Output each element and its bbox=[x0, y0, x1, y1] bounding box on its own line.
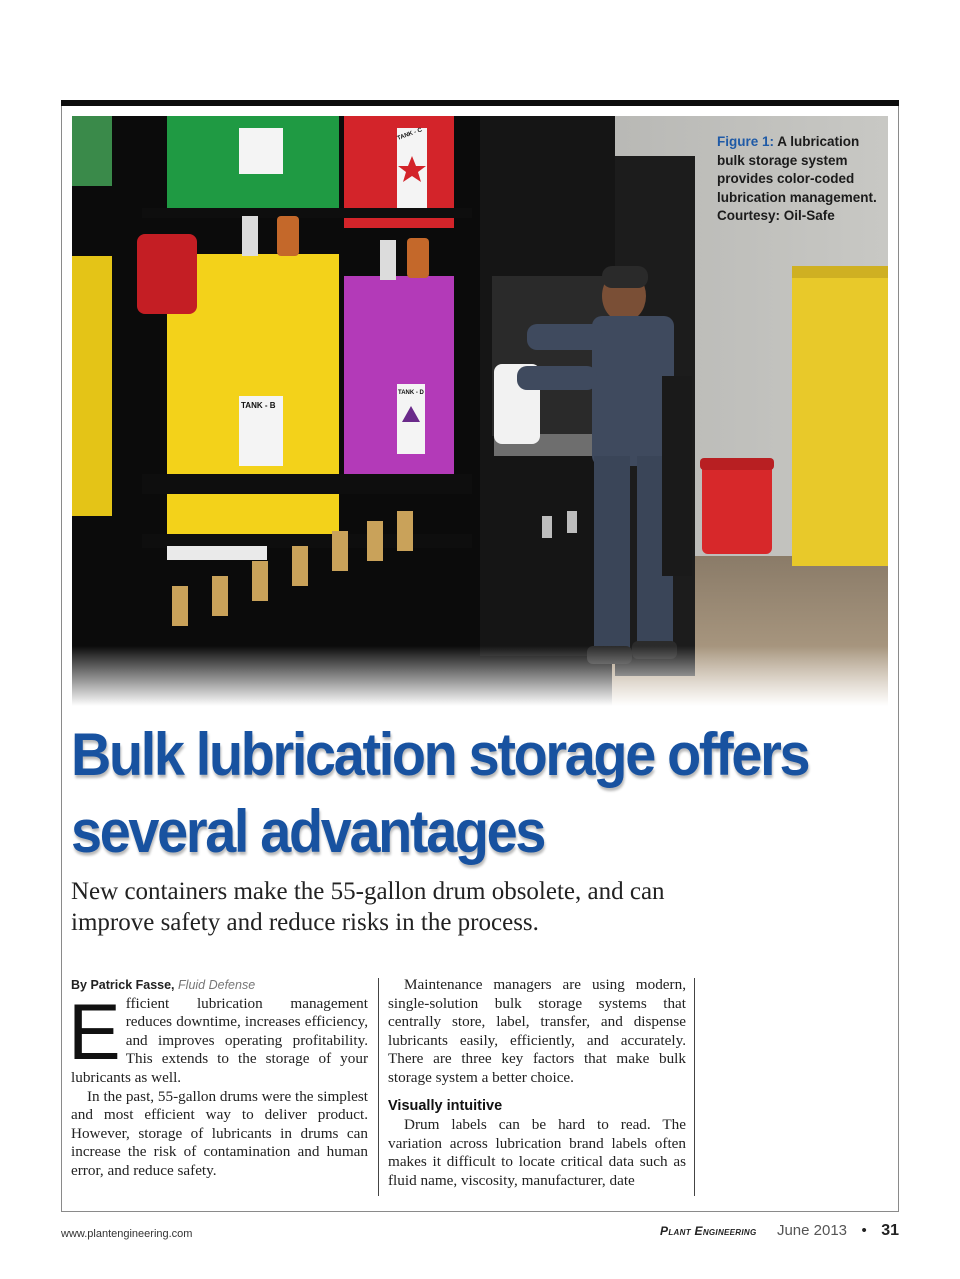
byline-affiliation: Fluid Defense bbox=[178, 978, 256, 992]
paragraph-3: Maintenance managers are using modern, single-solution bulk storage systems that centrally store, label, transfer, and dispense lubricants easily, efficiently, and accurately. There are three key factors that make bulk storage system a better choice. bbox=[388, 976, 686, 1086]
column-rule-right bbox=[694, 978, 695, 1196]
paragraph-2: In the past, 55-gallon drums were the simplest and most efficient way to deliver product. However, storage of lubricants in drums can increase the risk of contamination and human error, and reduce safety. bbox=[71, 1087, 368, 1179]
figure-caption-text: A lubrication bulk storage system provides color-coded lubrication management. Courtesy: Oil-Safe bbox=[717, 134, 877, 223]
deck-subtitle: New containers make the 55-gallon drum obsolete, and can improve safety and reduce risks in the process. bbox=[71, 878, 665, 936]
footer-separator: • bbox=[861, 1222, 867, 1239]
tank-magenta bbox=[344, 276, 454, 491]
figure-caption bbox=[717, 133, 877, 226]
column-2 bbox=[388, 976, 686, 1191]
tank-c-label: TANK - C bbox=[396, 127, 424, 142]
byline-author: By Patrick Fasse, bbox=[71, 978, 175, 992]
column-1 bbox=[68, 976, 368, 1181]
headline: Bulk lubrication storage offers several advantages bbox=[71, 721, 809, 865]
publication-name: Plant Engineering bbox=[660, 1224, 757, 1238]
tank-b-label: TANK - B bbox=[241, 401, 276, 410]
drop-cap: E bbox=[68, 986, 121, 1076]
tank-d-label: TANK - D bbox=[398, 390, 424, 396]
paragraph-4: Drum labels can be hard to read. The variation across lubrication brand labels often makes it difficult to locate critical data such as fluid name, viscosity, manufacturer, date bbox=[388, 1116, 686, 1189]
red-can bbox=[702, 464, 772, 554]
footer-url: www.plantengineering.com bbox=[61, 1228, 193, 1240]
page-number: 31 bbox=[881, 1222, 899, 1239]
column-rule-left bbox=[378, 978, 379, 1196]
byline bbox=[71, 976, 368, 995]
footer-folio bbox=[660, 1222, 899, 1240]
subhead-visually-intuitive: Visually intuitive bbox=[388, 1097, 503, 1114]
issue-date: June 2013 bbox=[776, 1222, 848, 1239]
paragraph-1-text: fficient lubrication management reduces downtime, increases efficiency, and improves operating profitability. This extends to the storage of your lubricants as well. bbox=[71, 994, 368, 1086]
figure-label: Figure 1: bbox=[717, 134, 775, 149]
paragraph-1 bbox=[68, 986, 368, 1088]
yellow-cabinet bbox=[792, 266, 888, 566]
